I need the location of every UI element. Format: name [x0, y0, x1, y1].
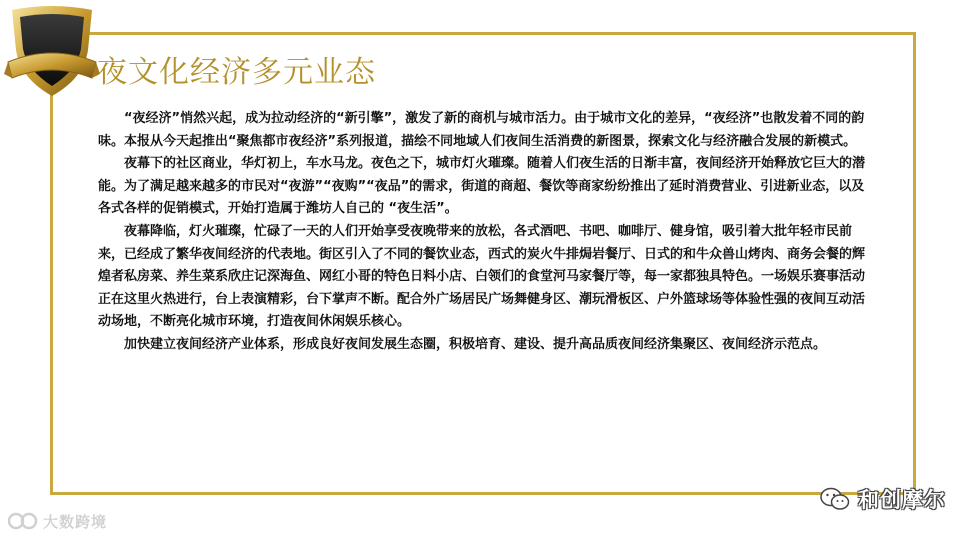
- article-body: [98, 108, 866, 357]
- paragraph: 夜幕下的社区商业，华灯初上，车水马龙。夜色之下，城市灯火璀璨。随着人们夜生活的日渐丰富，夜间经济开始释放它巨大的潜能。为了满足越来越多的市民对“夜游”“夜购”“夜品”的需求，街道的商超、餐饮等商家纷纷推出了延时消费营业、引进新业态，以及各式各样的促销模式，开始打造属于潍坊人自己的 “夜生活”。: [98, 156, 866, 217]
- gold-shield-ribbon-icon: [4, 4, 100, 100]
- paragraph: “夜经济”悄然兴起，成为拉动经济的“新引擎”，激发了新的商机与城市活力。由于城市文化的差异，“夜经济”也散发着不同的韵味。本报从今天起推出“聚焦都市夜经济”系列报道，描绘不同地域人们夜间生活消费的新图景，探索文化与经济融合发展的新模式。: [98, 111, 865, 149]
- ic-logo-icon: [8, 511, 38, 531]
- wechat-icon: [820, 486, 850, 512]
- page-title: 夜文化经济多元业态: [97, 55, 376, 90]
- watermark-left: [8, 510, 107, 532]
- paragraph: 加快建立夜间经济产业体系，形成良好夜间发展生态圈，积极培育、建设、提升高品质夜间经济集聚区、夜间经济示范点。: [124, 336, 827, 352]
- paragraph: 夜幕降临，灯火璀璨，忙碌了一天的人们开始享受夜晚带来的放松，各式酒吧、书吧、咖啡厅、健身馆，吸引着大批年轻市民前来，已经成了繁华夜间经济的代表地。街区引入了不同的餐饮业态，西式的炭火牛排焗岩餐厅、日式的和牛众兽山烤肉、商务会餐的辉煌者私房菜、养生菜系欣庄记深海鱼、网红小哥的特色日料小店、白领们的食堂河马家餐厅等，每一家都独具特色。一场娱乐赛事活动正在这里火热进行，台上表演精彩，台下掌声不断。配合外广场居民广场舞健身区、潮玩滑板区、户外篮球场等体验性强的夜间互动活动场地，不断亮化城市环境，打造夜间休闲娱乐核心。: [98, 223, 866, 330]
- watermark-left-text: 大数跨境: [43, 512, 108, 531]
- watermark-right-text: 和创摩尔: [858, 488, 946, 512]
- watermark-right: [820, 484, 946, 514]
